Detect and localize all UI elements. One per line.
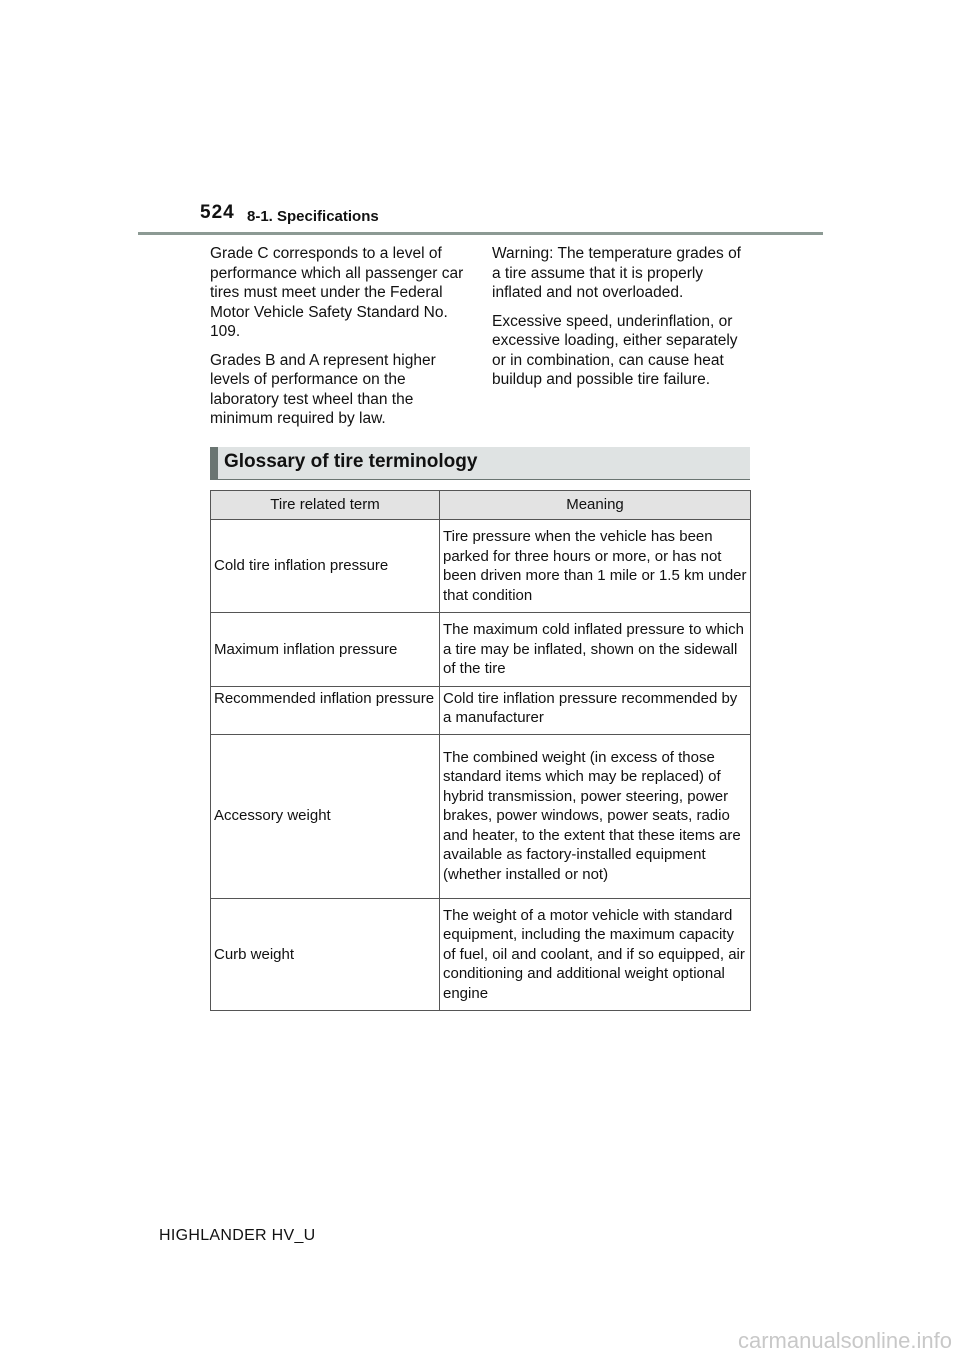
column-header-meaning: Meaning bbox=[440, 491, 751, 520]
meaning-cell: The weight of a motor vehicle with standard equipment, including the maximum capacity of fuel, oil and coolant, and if so equipped, air conditioning and additional weight optional engine bbox=[440, 898, 751, 1011]
term-cell: Cold tire inflation pressure bbox=[211, 520, 440, 613]
table-row bbox=[211, 520, 751, 613]
term-cell: Maximum inflation pressure bbox=[211, 613, 440, 687]
table-header-row bbox=[211, 491, 751, 520]
table-row bbox=[211, 898, 751, 1011]
term-cell: Recommended inflation pressure bbox=[211, 686, 440, 734]
heading-accent-bar bbox=[210, 447, 218, 480]
meaning-cell: Cold tire inflation pressure recommended by a manufacturer bbox=[440, 686, 751, 734]
table-row bbox=[211, 613, 751, 687]
footer-model: HIGHLANDER HV_U bbox=[159, 1227, 316, 1244]
paragraph: Excessive speed, underinflation, or excessive loading, either separately or in combination, can cause heat buildup and possible tire failure. bbox=[492, 312, 738, 388]
section-title: 8-1. Specifications bbox=[247, 208, 379, 225]
table-row bbox=[211, 686, 751, 734]
column-header-term: Tire related term bbox=[211, 491, 440, 520]
meaning-cell: The maximum cold inflated pressure to which a tire may be inflated, shown on the sidewall of the tire bbox=[440, 613, 751, 687]
page-number: 524 bbox=[200, 202, 235, 223]
paragraph: Warning: The temperature grades of a tire assume that it is properly inflated and not overloaded. bbox=[492, 245, 741, 301]
table-row bbox=[211, 734, 751, 898]
right-column bbox=[492, 244, 748, 399]
term-cell: Accessory weight bbox=[211, 734, 440, 898]
paragraph: Grade C corresponds to a level of performance which all passenger car tires must meet under the Federal Motor Vehicle Safety Standard No. 109. bbox=[210, 245, 464, 340]
watermark: carmanualsonline.info bbox=[737, 1328, 952, 1353]
glossary-heading bbox=[210, 447, 750, 480]
paragraph: Grades B and A represent higher levels of performance on the laboratory test wheel than the minimum required by law. bbox=[210, 351, 436, 427]
meaning-cell: Tire pressure when the vehicle has been parked for three hours or more, or has not been driven more than 1 mile or 1.5 km under that condition bbox=[440, 520, 751, 613]
header-divider bbox=[138, 232, 823, 235]
term-cell: Curb weight bbox=[211, 898, 440, 1011]
glossary-table bbox=[210, 490, 751, 1011]
meaning-cell: The combined weight (in excess of those standard items which may be replaced) of hybrid transmission, power steering, power brakes, power windows, power seats, radio and heater, to the extent that these items are available as factory-installed equipment (whether installed or not) bbox=[440, 734, 751, 898]
glossary-heading-text: Glossary of tire terminology bbox=[224, 451, 478, 472]
left-column bbox=[210, 244, 466, 438]
